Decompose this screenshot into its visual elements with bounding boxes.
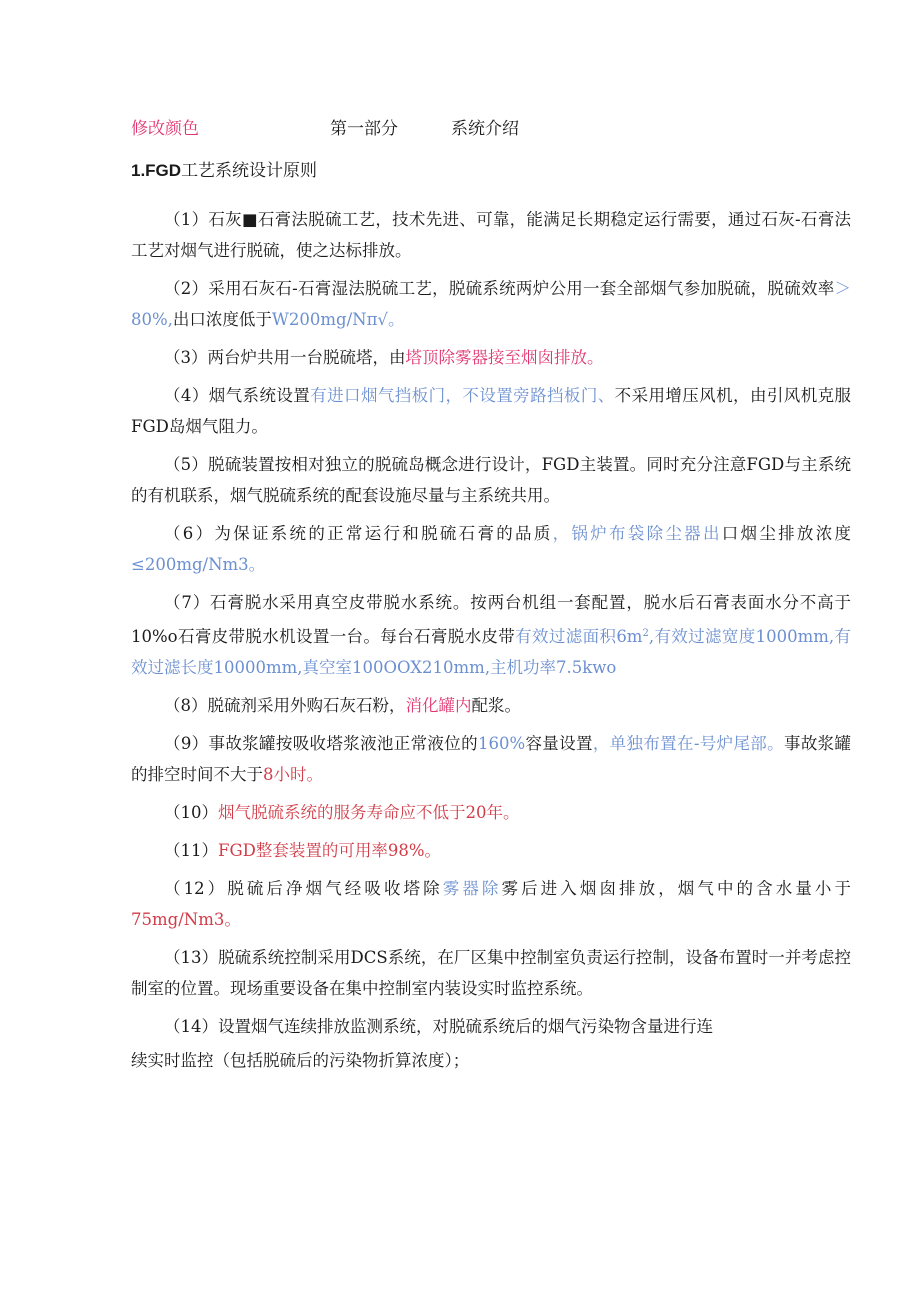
p8-text: （8）脱硫剂采用外购石灰石粉，	[164, 696, 406, 715]
p11-num: （11）	[164, 841, 218, 860]
p10-highlight: 烟气脱硫系统的服务寿命应不低于20年。	[218, 803, 520, 822]
document-body	[131, 204, 851, 1083]
p2-text-2: 出口浓度低于	[172, 310, 272, 329]
p9-text-3: 事故浆罐的排空时间不大于	[131, 734, 852, 784]
p4-highlight: 有进口烟气挡板门，不设置旁路挡板门、	[310, 386, 615, 405]
p7-specs: ,有效过滤宽度1000mm,有效过滤长度10000mm,真空室100OOX210mm,主机功率7.5kwo	[131, 627, 851, 677]
p9-location: ，单独布置在-号炉尾部。	[592, 734, 784, 753]
paragraph-4	[131, 380, 851, 442]
paragraph-5: （5）脱硫装置按相对独立的脱硫岛概念进行设计，FGD主装置。同时充分注意FGD与主系统的有机联系，烟气脱硫系统的配套设施尽量与主系统共用。	[131, 455, 851, 505]
p8-highlight: 消化罐内	[405, 696, 472, 715]
paragraph-11	[131, 835, 851, 866]
paragraph-7	[131, 587, 851, 683]
part-label: 第一部分	[330, 119, 398, 139]
paragraph-8	[131, 690, 851, 721]
section-number: 1.FGD	[131, 161, 182, 180]
p3-highlight: 塔顶除雾器接至烟囱排放。	[405, 348, 604, 367]
paragraph-14-continued: 续实时监控（包括脱硫后的污染物折算浓度）；	[131, 1051, 470, 1070]
paragraph-12	[131, 873, 851, 935]
p9-text: （9）事故浆罐按吸收塔浆液池正常液位的	[164, 734, 478, 753]
p6-limit: ≤200mg/Nm3。	[131, 555, 266, 574]
paragraph-6	[131, 518, 851, 580]
p9-text-2: 容量设置	[525, 734, 593, 753]
paragraph-13: （13）脱硫系统控制采用DCS系统，在厂区集中控制室负责运行控制，设备布置时一并考虑控制室的位置。现场重要设备在集中控制室内装设实时监控系统。	[131, 948, 851, 998]
p12-highlight: 雾器除	[442, 879, 502, 898]
p2-limit: W200mg/Nπ√。	[271, 310, 405, 329]
p12-limit: 75mg/Nm3。	[131, 910, 241, 929]
paragraph-1: （1）石灰■石膏法脱硫工艺，技术先进、可靠，能满足长期稳定运行需要，通过石灰-石膏法工艺对烟气进行脱硫，使之达标排放。	[131, 210, 851, 260]
edit-note: 修改颜色	[131, 119, 199, 139]
p2-text: （2）采用石灰石-石膏湿法脱硫工艺，脱硫系统两炉公用一套全部烟气参加脱硫，脱硫效率	[164, 279, 835, 298]
p7-superscript: 2	[642, 628, 649, 639]
part-title: 系统介绍	[451, 119, 519, 139]
p9-percent: 160%	[477, 734, 526, 753]
p11-highlight: FGD整套装置的可用率98%。	[218, 841, 442, 860]
section-heading	[131, 156, 317, 181]
p7-area: 有效过滤面积6m	[515, 627, 643, 646]
p9-hours: 8小时。	[263, 765, 323, 784]
p2-efficiency: ＞80%,	[131, 279, 851, 329]
p3-text: （3）两台炉共用一台脱硫塔，由	[164, 348, 406, 367]
p8-text-2: 配浆。	[471, 696, 521, 715]
paragraph-9	[131, 728, 851, 790]
paragraph-10	[131, 797, 851, 828]
p4-text-2: 不采用增压风机，由引风机克服FGD岛烟气阻力。	[131, 386, 852, 436]
p6-text: （6）为保证系统的正常运行和脱硫石膏的品质	[164, 524, 553, 543]
paragraph-2	[131, 273, 851, 335]
p12-text: （12）脱硫后净烟气经吸收塔除	[164, 879, 443, 898]
p10-num: （10）	[164, 803, 218, 822]
p7-text: （7）石膏脱水采用真空皮带脱水系统。按两台机组一套配置，脱水后石膏表面水分不高于10%o石膏皮带脱水机设置一台。每台石膏脱水皮带	[131, 593, 851, 646]
p6-highlight: ，锅炉布袋除尘器出	[552, 524, 722, 543]
paragraph-14: （14）设置烟气连续排放监测系统，对脱硫系统后的烟气污染物含量进行连	[164, 1017, 713, 1036]
p6-text-2: 口烟尘排放浓度	[721, 524, 852, 543]
paragraph-3	[131, 342, 851, 373]
p4-text: （4）烟气系统设置	[164, 386, 311, 405]
page-header	[0, 114, 920, 142]
section-title-text: 工艺系统设计原则	[181, 161, 318, 181]
p12-text-2: 雾后进入烟囱排放，烟气中的含水量小于	[501, 879, 852, 898]
